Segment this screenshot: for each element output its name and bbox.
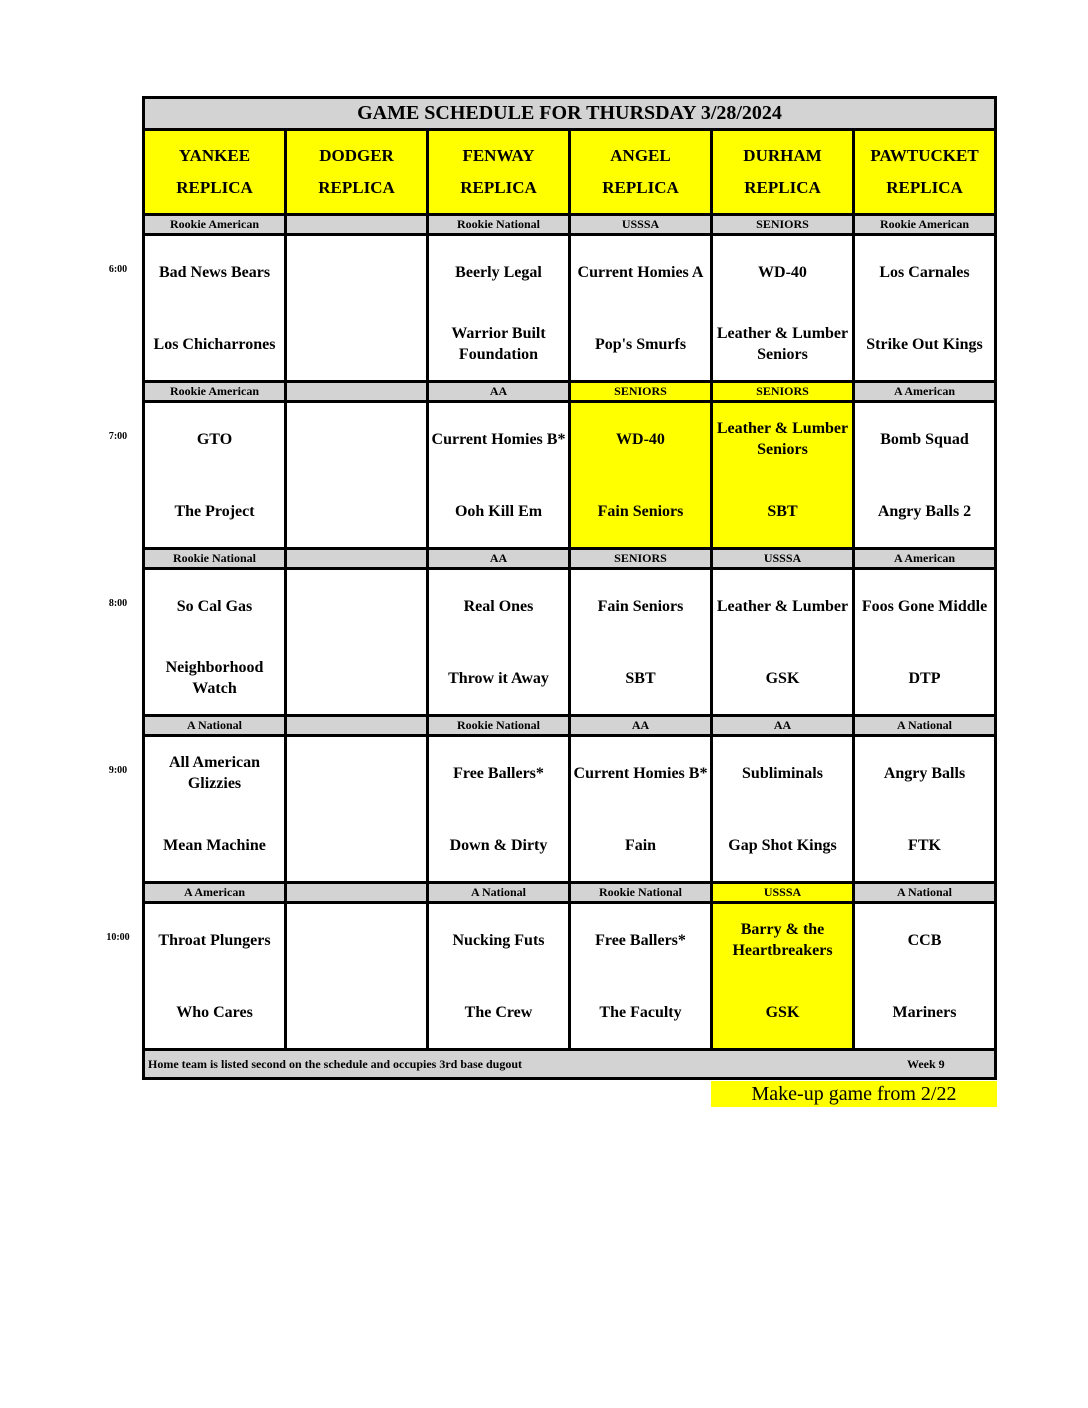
home-team: Ooh Kill Em xyxy=(454,502,543,520)
field-name: ANGEL xyxy=(610,146,671,165)
away-team xyxy=(287,904,426,976)
division-label: AA xyxy=(713,717,855,734)
away-team: Beerly Legal xyxy=(455,263,542,281)
schedule-title: GAME SCHEDULE FOR THURSDAY 3/28/2024 xyxy=(145,99,994,131)
division-label xyxy=(287,383,429,400)
game-cell xyxy=(571,737,713,881)
game-cell xyxy=(571,236,713,380)
home-team: GSK xyxy=(765,669,800,687)
division-label: AA xyxy=(429,383,571,400)
schedule-table xyxy=(142,96,997,1080)
game-cell xyxy=(429,904,571,1048)
game-cell xyxy=(571,904,713,1048)
game-row xyxy=(145,403,994,550)
home-team: The Project xyxy=(174,502,255,520)
division-label xyxy=(287,717,429,734)
game-cell xyxy=(429,570,571,714)
division-row xyxy=(145,717,994,737)
home-team: Strike Out Kings xyxy=(866,335,983,353)
division-label: SENIORS xyxy=(713,383,855,400)
home-team xyxy=(287,976,426,1048)
division-label: A American xyxy=(894,551,955,565)
field-subtitle: REPLICA xyxy=(176,178,253,197)
away-team: Angry Balls xyxy=(883,764,966,782)
home-team: FTK xyxy=(908,836,941,854)
field-subtitle: REPLICA xyxy=(886,178,963,197)
game-cell xyxy=(429,236,571,380)
game-cell xyxy=(713,904,855,1048)
home-team: Throw it Away xyxy=(448,669,549,687)
field-name: PAWTUCKET xyxy=(870,146,979,165)
field-header-2 xyxy=(429,131,571,213)
field-subtitle: REPLICA xyxy=(602,178,679,197)
home-team xyxy=(287,642,426,714)
away-team: Current Homies A xyxy=(577,263,704,281)
field-subtitle: REPLICA xyxy=(744,178,821,197)
game-cell xyxy=(855,570,994,714)
game-cell xyxy=(855,904,994,1048)
home-team: Neighborhood Watch xyxy=(165,659,264,697)
away-team: Foos Gone Middle xyxy=(861,597,988,615)
field-name: YANKEE xyxy=(178,146,251,165)
game-cell xyxy=(713,403,855,547)
division-label: SENIORS xyxy=(713,216,855,233)
field-header-3 xyxy=(571,131,713,213)
division-label: Rookie American xyxy=(880,217,969,231)
game-cell xyxy=(145,904,287,1048)
division-label: Rookie National xyxy=(429,717,571,734)
division-label: USSSA xyxy=(571,216,713,233)
away-team: Leather & Lumber xyxy=(716,597,849,615)
home-team: Gap Shot Kings xyxy=(728,836,837,854)
game-cell xyxy=(855,236,994,380)
game-row xyxy=(145,236,994,383)
division-label: SENIORS xyxy=(571,550,713,567)
game-cell xyxy=(713,236,855,380)
time-label: 6:00 xyxy=(108,264,128,275)
away-team: WD-40 xyxy=(758,263,807,281)
away-team: WD-40 xyxy=(616,430,665,448)
home-team: DTP xyxy=(908,669,941,687)
home-team: Mariners xyxy=(892,1003,957,1021)
division-label: AA xyxy=(571,717,713,734)
game-cell xyxy=(145,236,287,380)
makeup-game-note: Make-up game from 2/22 xyxy=(711,1081,997,1107)
week-label: Week 9 xyxy=(907,1057,945,1071)
home-team: Who Cares xyxy=(176,1003,253,1021)
game-cell xyxy=(145,737,287,881)
field-name: DODGER xyxy=(319,146,394,165)
time-label: 7:00 xyxy=(108,431,128,442)
home-team: Angry Balls 2 xyxy=(877,502,972,520)
away-team: Current Homies B* xyxy=(573,764,708,782)
game-cell xyxy=(287,737,429,881)
division-label: A National xyxy=(145,717,287,734)
division-label: A National xyxy=(896,718,952,732)
field-name: FENWAY xyxy=(462,146,535,165)
game-cell xyxy=(571,403,713,547)
game-cell xyxy=(429,403,571,547)
division-label: USSSA xyxy=(713,550,855,567)
game-cell xyxy=(713,737,855,881)
time-slot-block xyxy=(145,717,994,884)
game-cell xyxy=(855,737,994,881)
division-row xyxy=(145,383,994,403)
time-label: 10:00 xyxy=(106,932,130,943)
away-team: Fain Seniors xyxy=(597,597,684,615)
home-team-note: Home team is listed second on the schedule and occupies 3rd base dugout xyxy=(148,1057,523,1071)
home-team: GSK xyxy=(765,1003,800,1021)
away-team: Nucking Futs xyxy=(452,931,545,949)
division-label xyxy=(287,550,429,567)
field-header-0 xyxy=(145,131,287,213)
home-team: Mean Machine xyxy=(163,836,266,854)
division-label: A National xyxy=(896,885,952,899)
division-row xyxy=(145,216,994,236)
game-cell xyxy=(287,904,429,1048)
away-team: GTO xyxy=(196,430,233,448)
division-label xyxy=(287,216,429,233)
home-team: The Faculty xyxy=(599,1003,682,1021)
away-team: Subliminals xyxy=(742,764,823,782)
away-team xyxy=(287,236,426,308)
away-team: CCB xyxy=(907,931,942,949)
time-slot-block xyxy=(145,216,994,383)
division-label: A American xyxy=(145,884,287,901)
division-label: Rookie American xyxy=(145,383,287,400)
game-cell xyxy=(287,403,429,547)
game-cell xyxy=(571,570,713,714)
home-team xyxy=(287,809,426,881)
field-header-1 xyxy=(287,131,429,213)
game-cell xyxy=(287,570,429,714)
away-team: Free Ballers* xyxy=(453,764,544,782)
game-row xyxy=(145,737,994,884)
field-subtitle: REPLICA xyxy=(318,178,395,197)
division-label: Rookie American xyxy=(145,216,287,233)
division-label: USSSA xyxy=(713,884,855,901)
game-cell xyxy=(429,737,571,881)
home-team: SBT xyxy=(767,502,798,520)
home-team: The Crew xyxy=(464,1003,533,1021)
away-team: Los Carnales xyxy=(879,263,970,281)
home-team xyxy=(287,308,426,380)
game-cell xyxy=(287,236,429,380)
game-row xyxy=(145,570,994,717)
time-slot-block xyxy=(145,383,994,550)
away-team: Bomb Squad xyxy=(880,430,969,448)
game-cell xyxy=(145,403,287,547)
division-label: Rookie National xyxy=(145,550,287,567)
division-label: SENIORS xyxy=(571,383,713,400)
away-team: So Cal Gas xyxy=(176,597,253,615)
field-header-5 xyxy=(855,131,994,213)
away-team xyxy=(287,403,426,475)
home-team: SBT xyxy=(625,669,656,687)
away-team: Current Homies B* xyxy=(431,430,566,448)
division-label xyxy=(287,884,429,901)
game-cell xyxy=(855,403,994,547)
schedule-footer xyxy=(145,1051,994,1077)
away-team: Free Ballers* xyxy=(595,931,686,949)
home-team: Down & Dirty xyxy=(449,836,548,854)
away-team: Leather & Lumber Seniors xyxy=(716,420,849,458)
time-slot-block xyxy=(145,550,994,717)
home-team: Leather & Lumber Seniors xyxy=(716,325,849,363)
away-team xyxy=(287,570,426,642)
division-label: A American xyxy=(894,384,955,398)
field-name: DURHAM xyxy=(743,146,822,165)
division-label: A National xyxy=(429,884,571,901)
time-slot-block xyxy=(145,884,994,1051)
home-team: Fain xyxy=(624,836,657,854)
home-team: Pop's Smurfs xyxy=(594,335,687,353)
away-team: Throat Plungers xyxy=(158,931,271,949)
home-team: Los Chicharrones xyxy=(153,335,276,353)
division-label: AA xyxy=(429,550,571,567)
division-row xyxy=(145,550,994,570)
away-team: Real Ones xyxy=(463,597,534,615)
division-label: Rookie National xyxy=(429,216,571,233)
time-label: 9:00 xyxy=(108,765,128,776)
division-row xyxy=(145,884,994,904)
division-label: Rookie National xyxy=(571,884,713,901)
game-cell xyxy=(713,570,855,714)
home-team: Warrior Built Foundation xyxy=(451,325,546,363)
field-header-row xyxy=(145,131,994,216)
field-subtitle: REPLICA xyxy=(460,178,537,197)
away-team: Barry & the Heartbreakers xyxy=(732,921,833,959)
home-team xyxy=(287,475,426,547)
away-team xyxy=(287,737,426,809)
time-label: 8:00 xyxy=(108,598,128,609)
game-row xyxy=(145,904,994,1051)
home-team: Fain Seniors xyxy=(597,502,684,520)
away-team: All American Glizzies xyxy=(168,754,261,792)
game-cell xyxy=(145,570,287,714)
away-team: Bad News Bears xyxy=(158,263,271,281)
field-header-4 xyxy=(713,131,855,213)
